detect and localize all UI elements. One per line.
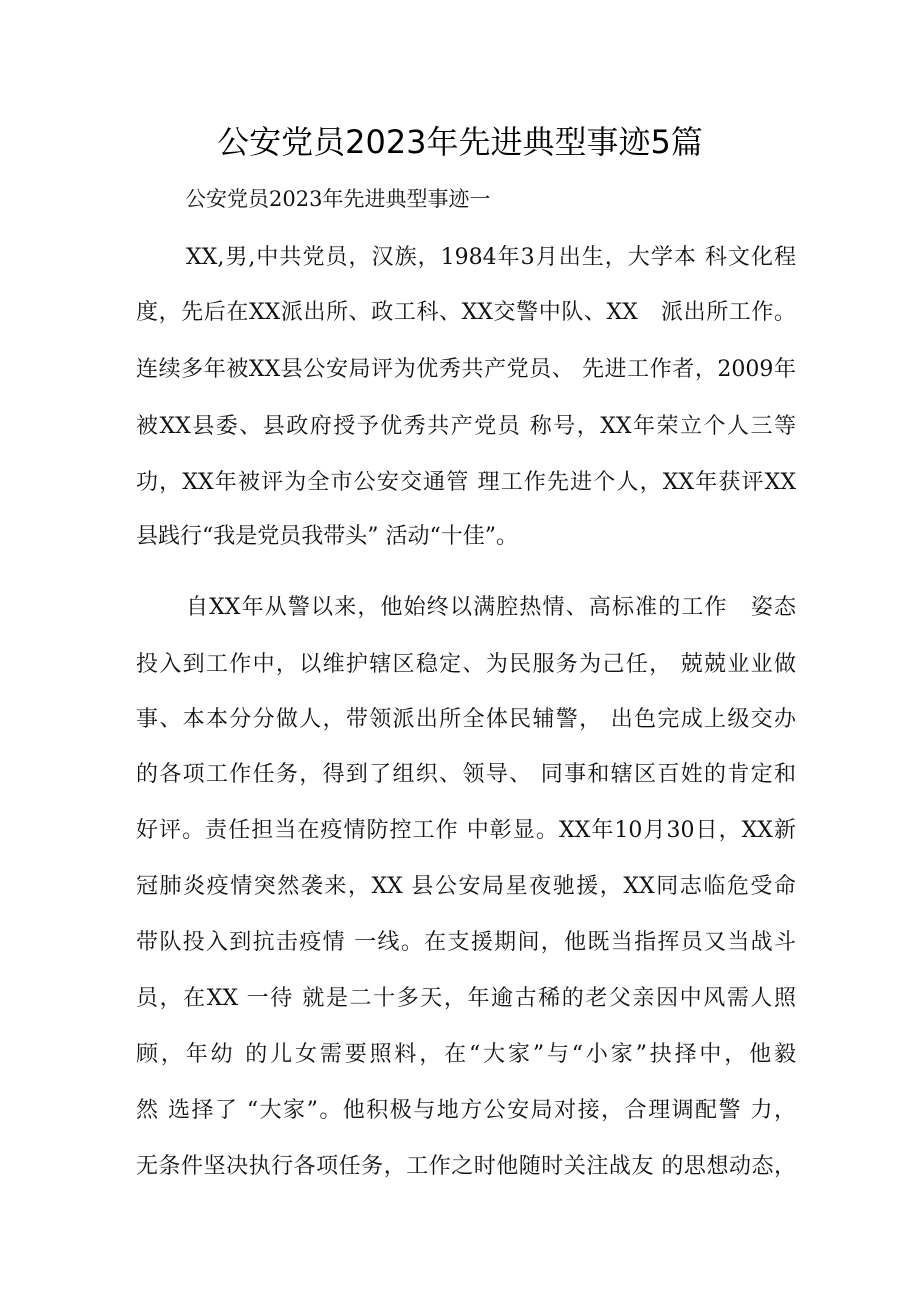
paragraph-2-line-6: 冠肺炎疫情突然袭来，XX 县公安局星夜驰援，XX同志临危受命 [136,874,796,899]
paragraph-2-line-3: 事、本本分分做人，带领派出所全体民辅警， 出色完成上级交办 [136,707,796,732]
paragraph-1-line-3: 连续多年被XX县公安局评为优秀共产党员、 先进工作者，2009年 [136,357,796,382]
paragraph-2-line-8: 员，在XX 一待 就是二十多天，年逾古稀的老父亲因中风需人照 [136,986,796,1011]
paragraph-2-line-7: 带队投入到抗击疫情 一线。在支援期间，他既当指挥员又当战斗 [136,930,796,955]
paragraph-2-line-1: 自XX年从警以来，他始终以满腔热情、高标准的工作 姿态 [186,595,796,620]
paragraph-1-line-6: 县践行“我是党员我带头” 活动“十佳”。 [136,524,518,549]
paragraph-2-line-5: 好评。责任担当在疫情防控工作 中彰显。XX年10月30日，XX新 [136,818,796,843]
document-title: 公安党员2023年先进典型事迹5篇 [217,123,703,161]
paragraph-1-line-2: 度，先后在XX派出所、政工科、XX交警中队、XX 派出所工作。 [136,300,796,325]
paragraph-2-line-11: 无条件坚决执行各项任务，工作之时他随时关注战友 的思想动态， [136,1154,796,1179]
paragraph-2-line-9: 顾，年幼 的儿女需要照料，在“大家”与“小家”抉择中，他毅 [136,1042,796,1067]
paragraph-2-line-10: 然 选择了 “大家”。他积极与地方公安局对接，合理调配警 力， [136,1098,796,1123]
section-heading: 公安党员2023年先进典型事迹一 [185,187,491,211]
paragraph-2-line-4: 的各项工作任务，得到了组织、领导、 同事和辖区百姓的肯定和 [136,762,796,787]
paragraph-1-line-1: XX,男,中共党员，汉族，1984年3月出生，大学本 科文化程 [186,245,796,270]
paragraph-1-line-4: 被XX县委、县政府授予优秀共产党员 称号，XX年荣立个人三等 [136,414,796,439]
paragraph-1-line-5: 功，XX年被评为全市公安交通管 理工作先进个人，XX年获评XX [136,470,796,495]
paragraph-2-line-2: 投入到工作中，以维护辖区稳定、为民服务为己任， 兢兢业业做 [136,652,796,677]
